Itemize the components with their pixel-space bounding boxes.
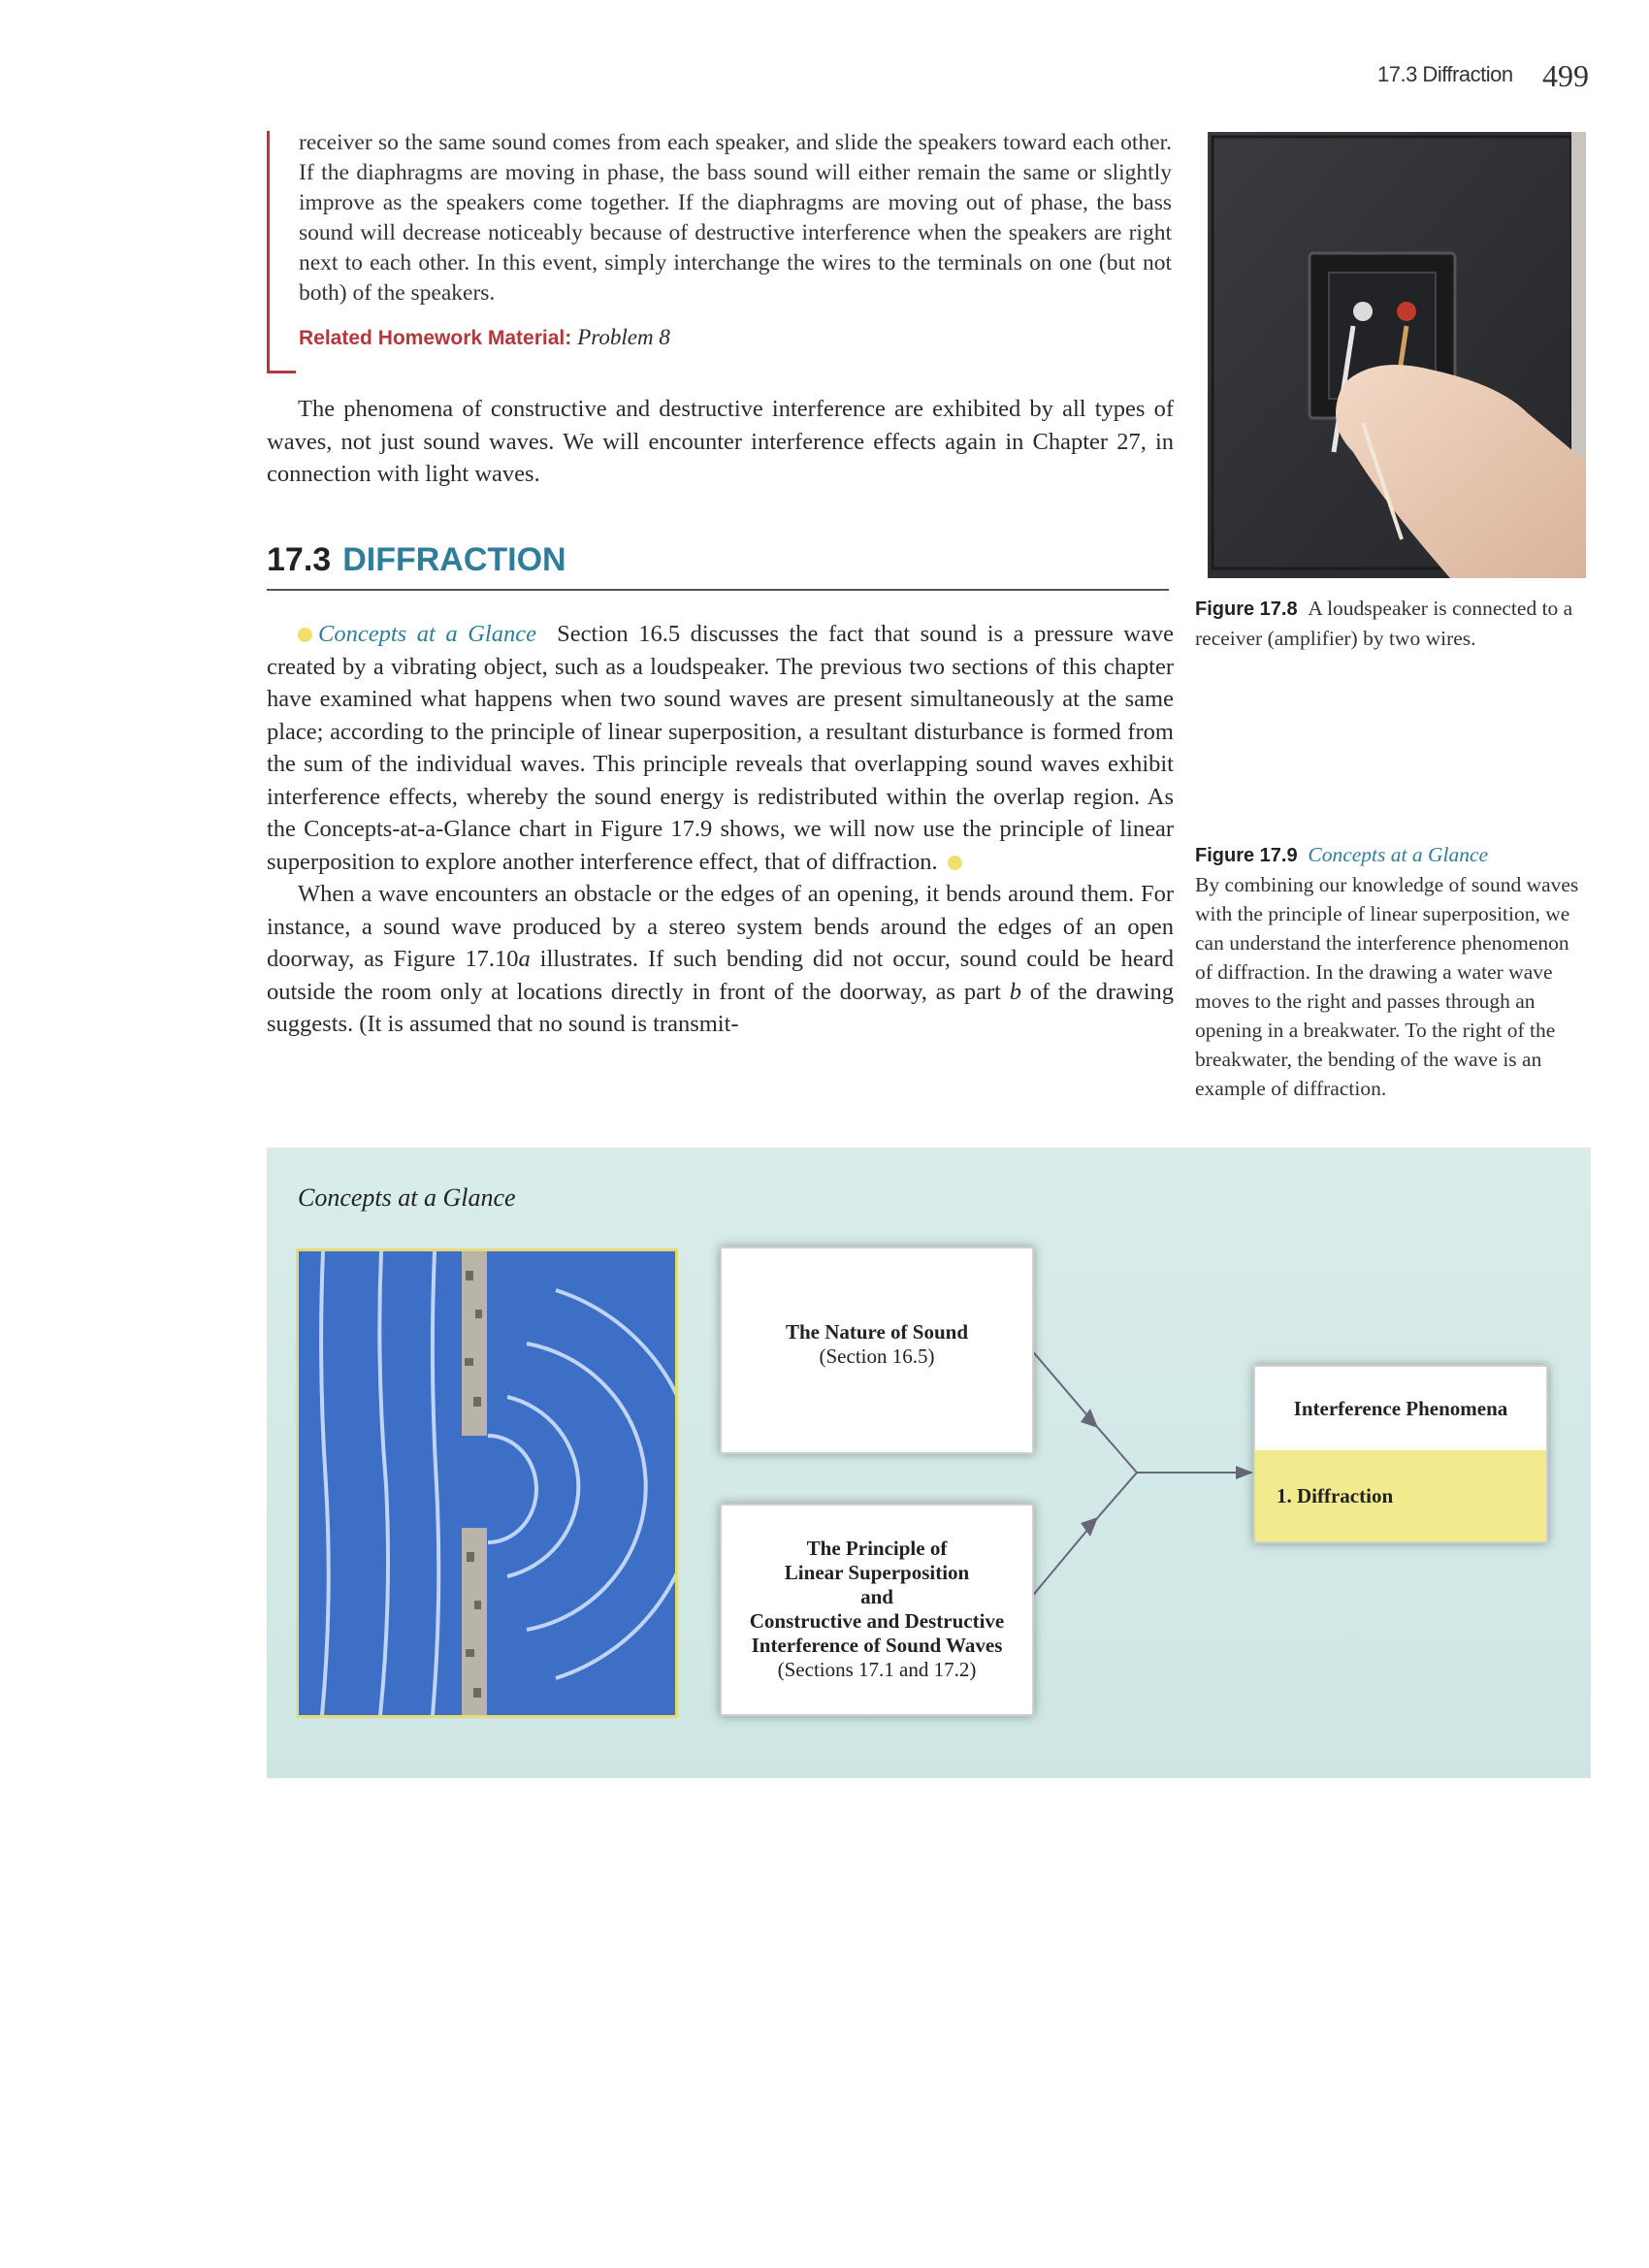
related-homework-label: Related Homework Material: [299, 327, 572, 349]
section-rule [267, 589, 1169, 591]
nature-of-sound-sub: (Section 16.5) [819, 1345, 935, 1368]
section-number: 17.3 [267, 541, 332, 578]
figure-17-8-caption [1195, 594, 1588, 653]
section-title: DIFFRACTION [342, 541, 566, 578]
sidebar-rule-foot [267, 371, 296, 373]
diffraction-wave-image [296, 1248, 678, 1718]
section-heading [267, 541, 566, 579]
paragraph-1 [267, 618, 1174, 878]
intro-paragraph [267, 393, 1174, 491]
related-homework-value: Problem 8 [577, 325, 670, 349]
paragraph-2-italic1: a [518, 946, 531, 972]
related-homework [299, 325, 670, 350]
interference-phenomena-title: Interference Phenomena [1293, 1396, 1508, 1420]
concepts-panel-title: Concepts at a Glance [298, 1183, 516, 1212]
figure-17-8-label: Figure 17.8 [1195, 599, 1298, 620]
concept-end-marker-icon [948, 856, 962, 870]
linear-superposition-box [720, 1504, 1034, 1716]
superposition-line3: and [860, 1585, 893, 1608]
paragraph-1-text: Section 16.5 discusses the fact that sound is a pressure wave created by a vibrating object, such as a loudspeaker. The previous two sections of this chapter have examined what happens when two sound waves are present simultaneously at the same place; according to the principle of linear superposition, a resultant disturbance is formed from the sum of the individual waves. This principle reveals that overlapping sound waves exhibit interference effects, whereby the sound energy is redistributed within the overlap region. As the Concepts-at-a-Glance chart in Figure 17.9 shows, we will now use the principle of linear superposition to explore another interference effect, that of diffraction. [267, 621, 1174, 875]
nature-of-sound-title: The Nature of Sound [785, 1320, 969, 1344]
chart-connectors [1030, 1339, 1258, 1610]
running-head: 17.3 Diffraction [1377, 62, 1513, 86]
page-number: 499 [1542, 58, 1589, 93]
figure-17-8-text: A loudspeaker is connected to a receiver (amplifier) by two wires. [1195, 597, 1573, 650]
concept-marker-icon [298, 628, 312, 642]
superposition-line1: The Principle of [806, 1537, 948, 1560]
nature-of-sound-box [720, 1247, 1034, 1454]
figure-17-9-lead: Concepts at a Glance [1308, 843, 1489, 866]
superposition-line2: Linear Superposition [784, 1561, 970, 1584]
paragraph-2 [267, 878, 1174, 1041]
sidebar-rule [267, 131, 270, 373]
figure-17-9-text: By combining our knowledge of sound waves with the principle of linear superposition, we can understand the interference phenomenon of diffraction. In the drawing a water wave moves to the right and passes through an opening in a breakwater. To the right of the breakwater, the bending of the wave is an example of diffraction. [1195, 873, 1579, 1100]
diffraction-item: 1. Diffraction [1255, 1450, 1546, 1541]
paragraph-2-part2: illustrates. If such bending did not occur, sound could be heard outside the room only at locations directly in front of the doorway, as part [267, 946, 1174, 1005]
concepts-lead: Concepts at a Glance [318, 621, 536, 647]
intro-paragraph-text: The phenomena of constructive and destructive interference are exhibited by all types of waves, not just sound waves. We will encounter interference effects again in Chapter 27, in connection with light waves. [267, 396, 1174, 487]
paragraph-2-italic2: b [1009, 978, 1022, 1005]
interference-phenomena-box [1253, 1365, 1548, 1543]
superposition-line4: Constructive and Destructive [749, 1609, 1005, 1633]
loudspeaker-photo [1208, 132, 1586, 578]
sidebar-text [299, 128, 1172, 308]
paragraph-2-part3: of the drawing suggests. (It is assumed that no sound is transmit- [267, 978, 1175, 1037]
sidebar-paragraph: receiver so the same sound comes from each speaker, and slide the speakers toward each other. If the diaphragms are moving in phase, the bass sound will either remain the same or slightly improve as the speakers come together. If the diaphragms are moving out of phase, the bass sound will decrease noticeably because of destructive interference when the speakers are right next to each other. In this event, simply interchange the wires to the terminals on one (but not both) of the speakers. [299, 130, 1172, 306]
paragraph-2-part1: When a wave encounters an obstacle or the edges of an opening, it bends around them. For instance, a sound wave produced by a stereo system bends around the edges of an open doorway, as Figure 17.10 [267, 881, 1174, 972]
superposition-sub: (Sections 17.1 and 17.2) [777, 1658, 977, 1681]
figure-17-9-caption [1195, 840, 1588, 1103]
section-body [267, 618, 1174, 1041]
figure-17-9-label: Figure 17.9 [1195, 845, 1298, 866]
superposition-line5: Interference of Sound Waves [751, 1634, 1003, 1657]
